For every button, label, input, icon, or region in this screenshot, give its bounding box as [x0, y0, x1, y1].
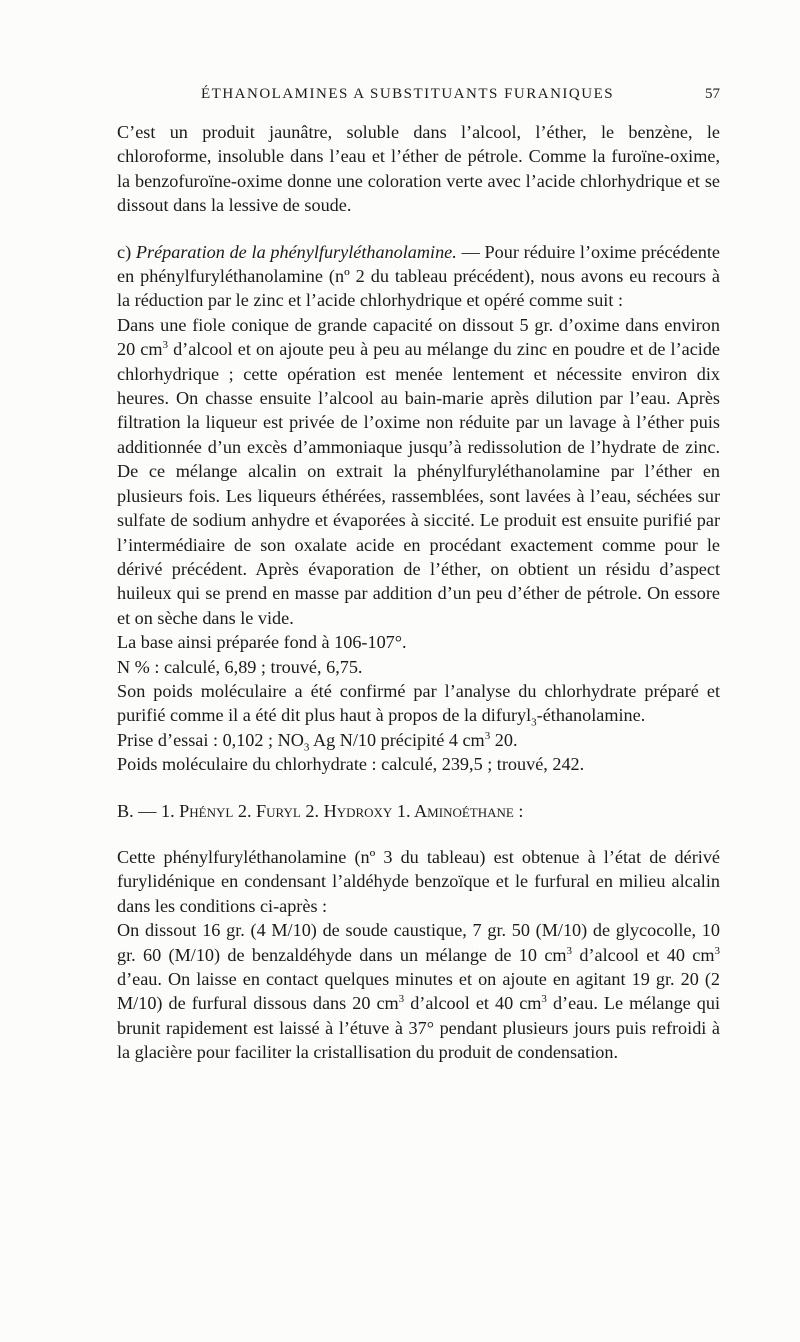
section-dash: —: [138, 800, 157, 821]
superscript: 3: [398, 993, 405, 1006]
paragraph-10-part-c: d’eau. On laisse en contact quelques minutes et on ajoute en agitant 19 gr. 20 (2 M/10) de furfural dissous dans 20 cm: [117, 969, 720, 1014]
paragraph-6-part-a: Son poids moléculaire a été confirmé par l’analyse du chlorhydrate préparé et purifié comme il a été dit plus haut à propos de la difuryl: [117, 680, 720, 726]
paragraph-2-text: Pour réduire l’oxime précédente en phénylfuryléthanolamine (nº 2 du tableau précédent), nous avons eu recours à la réduction par le zinc et l’acide chlorhydrique et opéré comme suit :: [117, 241, 721, 311]
paragraph-10-part-d: d’alcool et 40 cm: [404, 993, 542, 1014]
paragraph-1: C’est un produit jaunâtre, soluble dans l’alcool, l’éther, le benzène, le chloroforme, insoluble dans l’eau et l’éther de pétrole. Comme la furoïne-oxime, la benzofuroïne-oxime donne une coloration verte avec l’acide chlorhydrique et se dissout dans la lessive de soude.: [117, 122, 720, 216]
paragraph-10-part-b: d’alcool et 40 cm: [572, 944, 715, 965]
superscript: 3: [484, 729, 491, 742]
paragraph-6-part-b: -éthanolamine.: [536, 705, 646, 726]
subscript: 3: [303, 741, 310, 754]
page-number: 57: [705, 86, 720, 102]
subsection-label: c): [117, 241, 132, 262]
running-title: ÉTHANOLAMINES A SUBSTITUANTS FURANIQUES: [201, 86, 615, 102]
paragraph-2: [117, 240, 720, 313]
subsection-title: Préparation de la phénylfuryléthanolamine.: [135, 241, 457, 262]
paragraph-10-part-e: d’eau. Le mélange qui brunit rapidement est laissé à l’étuve à 37° pendant plusieurs jours puis refroidi à la glacière pour faciliter la cristallisation du produit de condensation.: [117, 993, 721, 1063]
paragraph-10-part-a: On dissout 16 gr. (4 M/10) de soude caustique, 7 gr. 50 (M/10) de glycocolle, 10 gr. 60 (M/10) de benzaldéhyde dans un mélange de 10 cm: [117, 920, 720, 965]
paragraph-3-part-a: Dans une fiole conique de grande capacité on dissout 5 gr. d’oxime dans environ 20 cm: [117, 314, 720, 360]
section-label: B.: [117, 800, 134, 821]
melting-point-line: La base ainsi préparée fond à 106-107°.: [117, 632, 407, 653]
paragraph-3-part-b: d’alcool et on ajoute peu à peu au mélange du zinc en poudre et de l’acide chlorhydrique ; cette opération est menée lentement et nécessite environ dix heures. On chasse ensuite l’alcool au bain-marie après dilution par l’eau. Après filtration la liqueur est privée de l’oxime non réduite par un lavage à l’éther puis additionnée d’un excès d’ammoniaque jusqu’à redissolution de l’hydrate de zinc. De ce mélange alcalin on extrait la phénylfuryléthanolamine par l’éther en plusieurs fois. Les liqueurs éthérées, rassemblées, sont lavées à l’eau, séchées sur sulfate de sodium anhydre et évaporées à siccité. Le produit est ensuite purifié par l’intermédiaire de son oxalate acide en procédant exactement comme pour le dérivé précédent. Après évaporation de l’éther, on obtient un résidu d’aspect huileux qui se prend en masse par addition d’un peu d’éther de pétrole. On essore et on sèche dans le vide.: [117, 339, 720, 628]
nitrogen-analysis-line: N % : calculé, 6,89 ; trouvé, 6,75.: [117, 656, 363, 677]
superscript: 3: [162, 339, 168, 352]
paragraph-3: [117, 313, 720, 630]
subsection-dash: —: [461, 241, 480, 262]
section-heading: [117, 799, 720, 823]
paragraph-6: [117, 679, 720, 728]
paragraph-10: [117, 918, 720, 1064]
running-header: [117, 86, 720, 112]
subscript: 3: [531, 716, 537, 729]
superscript: 3: [566, 944, 573, 957]
sample-line-part-b: Ag N/10 précipité 4 cm: [309, 729, 485, 750]
paragraph-9: Cette phénylfuryléthanolamine (nº 3 du tableau) est obtenue à l’état de dérivé furylidénique en condensant l’aldéhyde benzoïque et le furfural en milieu alcalin dans les conditions ci-après :: [117, 846, 720, 916]
sample-line: [117, 728, 720, 752]
sample-line-part-c: 20.: [490, 729, 518, 750]
sample-line-part-a: Prise d’essai : 0,102 ; NO: [117, 729, 304, 750]
body-text: [117, 120, 720, 1065]
section-title: 1. Phényl 2. Furyl 2. Hydroxy 1. Aminoéthane :: [160, 800, 524, 821]
superscript: 3: [541, 993, 547, 1006]
superscript: 3: [714, 944, 720, 957]
molecular-weight-line: Poids moléculaire du chlorhydrate : calculé, 239,5 ; trouvé, 242.: [117, 754, 585, 775]
